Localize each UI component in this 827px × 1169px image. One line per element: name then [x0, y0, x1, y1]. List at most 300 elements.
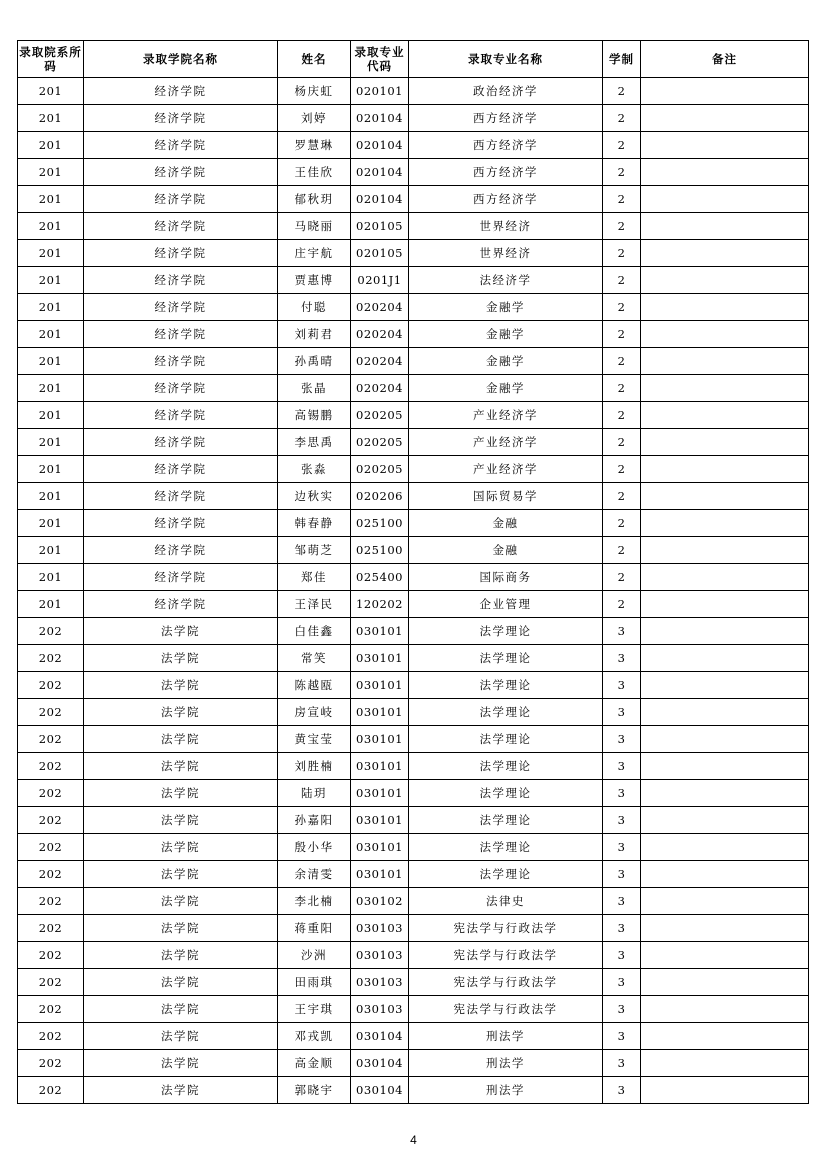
cell-major-code: 020101	[351, 78, 409, 105]
cell-major-name: 产业经济学	[409, 429, 603, 456]
table-row	[18, 564, 809, 591]
cell-duration: 3	[603, 942, 641, 969]
table-row	[18, 159, 809, 186]
cell-major-code: 025100	[351, 510, 409, 537]
cell-dept-code: 201	[18, 294, 84, 321]
cell-dept-code: 201	[18, 186, 84, 213]
cell-dept-code: 201	[18, 564, 84, 591]
cell-major-name: 金融学	[409, 348, 603, 375]
table-row	[18, 402, 809, 429]
cell-duration: 3	[603, 618, 641, 645]
cell-remark	[641, 78, 809, 105]
cell-major-code: 020204	[351, 294, 409, 321]
cell-college-name: 经济学院	[84, 537, 278, 564]
cell-college-name: 法学院	[84, 888, 278, 915]
cell-college-name: 经济学院	[84, 402, 278, 429]
cell-remark	[641, 726, 809, 753]
cell-major-name: 法学理论	[409, 726, 603, 753]
header-name: 姓名	[278, 41, 351, 78]
cell-college-name: 经济学院	[84, 213, 278, 240]
cell-dept-code: 201	[18, 213, 84, 240]
cell-major-code: 020105	[351, 213, 409, 240]
cell-duration: 3	[603, 753, 641, 780]
cell-student-name: 蒋重阳	[278, 915, 351, 942]
cell-student-name: 王泽民	[278, 591, 351, 618]
cell-major-name: 法学理论	[409, 672, 603, 699]
cell-duration: 2	[603, 186, 641, 213]
cell-remark	[641, 861, 809, 888]
table-row	[18, 726, 809, 753]
cell-dept-code: 201	[18, 78, 84, 105]
cell-major-name: 法学理论	[409, 780, 603, 807]
table-row	[18, 780, 809, 807]
cell-college-name: 经济学院	[84, 78, 278, 105]
table-row	[18, 267, 809, 294]
cell-student-name: 贾惠博	[278, 267, 351, 294]
cell-college-name: 经济学院	[84, 186, 278, 213]
cell-duration: 3	[603, 807, 641, 834]
cell-college-name: 经济学院	[84, 294, 278, 321]
cell-dept-code: 201	[18, 483, 84, 510]
cell-major-name: 金融学	[409, 321, 603, 348]
cell-student-name: 张晶	[278, 375, 351, 402]
cell-major-name: 宪法学与行政法学	[409, 942, 603, 969]
table-row	[18, 375, 809, 402]
cell-major-name: 世界经济	[409, 240, 603, 267]
cell-college-name: 经济学院	[84, 240, 278, 267]
cell-dept-code: 201	[18, 240, 84, 267]
cell-student-name: 殷小华	[278, 834, 351, 861]
table-row	[18, 969, 809, 996]
cell-major-name: 法学理论	[409, 618, 603, 645]
cell-dept-code: 201	[18, 267, 84, 294]
header-row	[18, 41, 809, 78]
cell-major-code: 030103	[351, 915, 409, 942]
cell-duration: 2	[603, 240, 641, 267]
cell-student-name: 马晓丽	[278, 213, 351, 240]
table-row	[18, 105, 809, 132]
cell-college-name: 法学院	[84, 1023, 278, 1050]
cell-dept-code: 201	[18, 429, 84, 456]
table-row	[18, 348, 809, 375]
cell-remark	[641, 294, 809, 321]
cell-major-code: 020205	[351, 456, 409, 483]
cell-college-name: 经济学院	[84, 267, 278, 294]
cell-remark	[641, 402, 809, 429]
cell-major-code: 020104	[351, 159, 409, 186]
cell-dept-code: 202	[18, 1077, 84, 1104]
table-row	[18, 591, 809, 618]
cell-remark	[641, 834, 809, 861]
table-row	[18, 618, 809, 645]
cell-major-code: 030101	[351, 753, 409, 780]
cell-duration: 2	[603, 510, 641, 537]
cell-dept-code: 201	[18, 321, 84, 348]
cell-remark	[641, 942, 809, 969]
cell-major-code: 020205	[351, 429, 409, 456]
cell-major-name: 西方经济学	[409, 159, 603, 186]
cell-major-code: 020204	[351, 375, 409, 402]
cell-major-code: 030104	[351, 1023, 409, 1050]
cell-duration: 3	[603, 645, 641, 672]
cell-student-name: 陈越瓯	[278, 672, 351, 699]
cell-college-name: 法学院	[84, 672, 278, 699]
table-row	[18, 186, 809, 213]
cell-remark	[641, 132, 809, 159]
cell-major-name: 金融	[409, 537, 603, 564]
cell-college-name: 法学院	[84, 780, 278, 807]
cell-dept-code: 202	[18, 996, 84, 1023]
cell-dept-code: 202	[18, 834, 84, 861]
cell-remark	[641, 375, 809, 402]
cell-major-name: 法经济学	[409, 267, 603, 294]
cell-remark	[641, 483, 809, 510]
cell-duration: 3	[603, 672, 641, 699]
cell-remark	[641, 267, 809, 294]
cell-remark	[641, 213, 809, 240]
cell-remark	[641, 348, 809, 375]
header-dept-code: 录取院系所码	[18, 41, 84, 78]
cell-duration: 2	[603, 348, 641, 375]
cell-duration: 3	[603, 888, 641, 915]
table-row	[18, 672, 809, 699]
cell-college-name: 法学院	[84, 834, 278, 861]
cell-major-code: 030103	[351, 969, 409, 996]
cell-remark	[641, 780, 809, 807]
cell-student-name: 边秋实	[278, 483, 351, 510]
cell-duration: 3	[603, 780, 641, 807]
cell-major-code: 020205	[351, 402, 409, 429]
cell-college-name: 法学院	[84, 861, 278, 888]
cell-major-name: 国际商务	[409, 564, 603, 591]
table-row	[18, 537, 809, 564]
cell-remark	[641, 591, 809, 618]
cell-major-code: 030103	[351, 942, 409, 969]
cell-major-name: 金融学	[409, 375, 603, 402]
cell-college-name: 经济学院	[84, 132, 278, 159]
cell-major-code: 030102	[351, 888, 409, 915]
table-row	[18, 1050, 809, 1077]
cell-student-name: 田雨琪	[278, 969, 351, 996]
cell-major-name: 刑法学	[409, 1023, 603, 1050]
cell-dept-code: 201	[18, 132, 84, 159]
header-major-name: 录取专业名称	[409, 41, 603, 78]
cell-student-name: 郁秋玥	[278, 186, 351, 213]
cell-college-name: 经济学院	[84, 483, 278, 510]
cell-student-name: 白佳鑫	[278, 618, 351, 645]
cell-dept-code: 201	[18, 510, 84, 537]
cell-major-code: 020204	[351, 348, 409, 375]
cell-major-code: 030101	[351, 618, 409, 645]
table-row	[18, 915, 809, 942]
cell-college-name: 经济学院	[84, 105, 278, 132]
cell-remark	[641, 321, 809, 348]
cell-college-name: 经济学院	[84, 591, 278, 618]
cell-remark	[641, 672, 809, 699]
cell-college-name: 法学院	[84, 807, 278, 834]
table-row	[18, 483, 809, 510]
cell-dept-code: 202	[18, 942, 84, 969]
cell-major-code: 030104	[351, 1077, 409, 1104]
cell-major-name: 企业管理	[409, 591, 603, 618]
cell-major-code: 030104	[351, 1050, 409, 1077]
table-body	[18, 78, 809, 1104]
cell-college-name: 法学院	[84, 1077, 278, 1104]
cell-duration: 3	[603, 834, 641, 861]
table-row	[18, 456, 809, 483]
cell-dept-code: 202	[18, 672, 84, 699]
cell-student-name: 黄宝莹	[278, 726, 351, 753]
cell-student-name: 沙洲	[278, 942, 351, 969]
cell-major-name: 刑法学	[409, 1050, 603, 1077]
table-row	[18, 321, 809, 348]
cell-dept-code: 201	[18, 375, 84, 402]
cell-student-name: 杨庆虹	[278, 78, 351, 105]
cell-student-name: 常笑	[278, 645, 351, 672]
table-row	[18, 132, 809, 159]
cell-student-name: 孙禹晴	[278, 348, 351, 375]
cell-remark	[641, 186, 809, 213]
cell-duration: 2	[603, 564, 641, 591]
cell-dept-code: 202	[18, 618, 84, 645]
cell-student-name: 罗慧琳	[278, 132, 351, 159]
cell-major-code: 030101	[351, 726, 409, 753]
cell-duration: 2	[603, 483, 641, 510]
cell-dept-code: 201	[18, 159, 84, 186]
cell-student-name: 郑佳	[278, 564, 351, 591]
cell-student-name: 陆玥	[278, 780, 351, 807]
cell-remark	[641, 645, 809, 672]
cell-student-name: 刘莉君	[278, 321, 351, 348]
cell-dept-code: 202	[18, 780, 84, 807]
cell-major-code: 120202	[351, 591, 409, 618]
cell-major-name: 法学理论	[409, 645, 603, 672]
cell-major-code: 030101	[351, 834, 409, 861]
cell-duration: 2	[603, 132, 641, 159]
cell-student-name: 韩春静	[278, 510, 351, 537]
cell-student-name: 刘婷	[278, 105, 351, 132]
cell-college-name: 法学院	[84, 1050, 278, 1077]
cell-duration: 3	[603, 1077, 641, 1104]
cell-college-name: 经济学院	[84, 159, 278, 186]
cell-duration: 2	[603, 429, 641, 456]
cell-dept-code: 202	[18, 753, 84, 780]
cell-college-name: 经济学院	[84, 348, 278, 375]
cell-major-name: 法学理论	[409, 861, 603, 888]
cell-college-name: 法学院	[84, 915, 278, 942]
cell-major-name: 法学理论	[409, 834, 603, 861]
cell-student-name: 房宣岐	[278, 699, 351, 726]
cell-college-name: 经济学院	[84, 456, 278, 483]
cell-dept-code: 201	[18, 537, 84, 564]
cell-dept-code: 202	[18, 726, 84, 753]
cell-college-name: 经济学院	[84, 564, 278, 591]
cell-major-code: 020104	[351, 186, 409, 213]
cell-major-code: 020206	[351, 483, 409, 510]
table-row	[18, 834, 809, 861]
cell-major-code: 020105	[351, 240, 409, 267]
cell-remark	[641, 969, 809, 996]
table-row	[18, 996, 809, 1023]
cell-major-name: 西方经济学	[409, 132, 603, 159]
cell-college-name: 法学院	[84, 753, 278, 780]
cell-college-name: 经济学院	[84, 375, 278, 402]
table-row	[18, 753, 809, 780]
cell-major-code: 030103	[351, 996, 409, 1023]
cell-student-name: 张淼	[278, 456, 351, 483]
header-duration: 学制	[603, 41, 641, 78]
header-major-code: 录取专业代码	[351, 41, 409, 78]
table-row	[18, 213, 809, 240]
cell-remark	[641, 456, 809, 483]
cell-college-name: 经济学院	[84, 429, 278, 456]
cell-remark	[641, 510, 809, 537]
cell-dept-code: 201	[18, 456, 84, 483]
cell-dept-code: 202	[18, 969, 84, 996]
cell-duration: 2	[603, 159, 641, 186]
cell-duration: 2	[603, 267, 641, 294]
cell-remark	[641, 699, 809, 726]
cell-duration: 3	[603, 861, 641, 888]
cell-major-name: 宪法学与行政法学	[409, 915, 603, 942]
cell-dept-code: 202	[18, 1023, 84, 1050]
cell-dept-code: 202	[18, 645, 84, 672]
cell-major-name: 法学理论	[409, 807, 603, 834]
cell-dept-code: 202	[18, 1050, 84, 1077]
cell-college-name: 经济学院	[84, 321, 278, 348]
cell-college-name: 法学院	[84, 996, 278, 1023]
cell-student-name: 邓戎凯	[278, 1023, 351, 1050]
cell-duration: 2	[603, 213, 641, 240]
cell-duration: 2	[603, 375, 641, 402]
table-row	[18, 78, 809, 105]
table-row	[18, 861, 809, 888]
cell-major-code: 030101	[351, 699, 409, 726]
cell-remark	[641, 888, 809, 915]
cell-major-code: 030101	[351, 645, 409, 672]
cell-remark	[641, 429, 809, 456]
cell-major-code: 030101	[351, 861, 409, 888]
cell-remark	[641, 915, 809, 942]
cell-college-name: 经济学院	[84, 510, 278, 537]
cell-student-name: 王佳欣	[278, 159, 351, 186]
cell-remark	[641, 618, 809, 645]
cell-duration: 2	[603, 294, 641, 321]
cell-dept-code: 202	[18, 915, 84, 942]
cell-duration: 2	[603, 402, 641, 429]
table-row	[18, 240, 809, 267]
cell-dept-code: 201	[18, 591, 84, 618]
table-row	[18, 510, 809, 537]
table-row	[18, 888, 809, 915]
table-row	[18, 429, 809, 456]
cell-dept-code: 201	[18, 105, 84, 132]
cell-major-code: 020204	[351, 321, 409, 348]
cell-student-name: 邹萌芝	[278, 537, 351, 564]
page-number: 4	[410, 1133, 417, 1147]
cell-college-name: 法学院	[84, 969, 278, 996]
cell-major-code: 030101	[351, 780, 409, 807]
table-row	[18, 1023, 809, 1050]
cell-college-name: 法学院	[84, 618, 278, 645]
cell-college-name: 法学院	[84, 942, 278, 969]
cell-student-name: 孙嘉阳	[278, 807, 351, 834]
cell-remark	[641, 1050, 809, 1077]
cell-duration: 3	[603, 915, 641, 942]
cell-remark	[641, 1077, 809, 1104]
table-row	[18, 942, 809, 969]
cell-remark	[641, 996, 809, 1023]
header-college-name: 录取学院名称	[84, 41, 278, 78]
cell-remark	[641, 807, 809, 834]
cell-duration: 2	[603, 321, 641, 348]
table-row	[18, 294, 809, 321]
cell-student-name: 李思禹	[278, 429, 351, 456]
table-row	[18, 645, 809, 672]
cell-duration: 3	[603, 996, 641, 1023]
cell-student-name: 高锡鹏	[278, 402, 351, 429]
cell-major-code: 020104	[351, 105, 409, 132]
cell-major-name: 金融学	[409, 294, 603, 321]
cell-duration: 3	[603, 726, 641, 753]
cell-remark	[641, 753, 809, 780]
cell-duration: 3	[603, 1050, 641, 1077]
cell-duration: 2	[603, 456, 641, 483]
cell-dept-code: 201	[18, 348, 84, 375]
cell-major-name: 宪法学与行政法学	[409, 996, 603, 1023]
cell-remark	[641, 240, 809, 267]
cell-major-name: 刑法学	[409, 1077, 603, 1104]
cell-student-name: 王宇琪	[278, 996, 351, 1023]
header-remark: 备注	[641, 41, 809, 78]
table-row	[18, 807, 809, 834]
cell-major-code: 030101	[351, 672, 409, 699]
table-header	[18, 41, 809, 78]
cell-major-code: 020104	[351, 132, 409, 159]
cell-major-name: 政治经济学	[409, 78, 603, 105]
cell-major-name: 法学理论	[409, 753, 603, 780]
cell-student-name: 刘胜楠	[278, 753, 351, 780]
cell-student-name: 付聪	[278, 294, 351, 321]
cell-remark	[641, 159, 809, 186]
cell-major-name: 国际贸易学	[409, 483, 603, 510]
cell-major-code: 030101	[351, 807, 409, 834]
cell-major-name: 法学理论	[409, 699, 603, 726]
cell-major-name: 产业经济学	[409, 456, 603, 483]
table-row	[18, 1077, 809, 1104]
cell-dept-code: 202	[18, 861, 84, 888]
cell-remark	[641, 105, 809, 132]
cell-major-name: 产业经济学	[409, 402, 603, 429]
table-row	[18, 699, 809, 726]
cell-dept-code: 202	[18, 807, 84, 834]
cell-student-name: 高金顺	[278, 1050, 351, 1077]
cell-major-code: 025100	[351, 537, 409, 564]
cell-dept-code: 202	[18, 699, 84, 726]
cell-dept-code: 201	[18, 402, 84, 429]
cell-remark	[641, 564, 809, 591]
cell-major-name: 西方经济学	[409, 105, 603, 132]
cell-student-name: 郭晓宇	[278, 1077, 351, 1104]
cell-dept-code: 202	[18, 888, 84, 915]
cell-student-name: 庄宇航	[278, 240, 351, 267]
cell-duration: 3	[603, 699, 641, 726]
cell-major-name: 法律史	[409, 888, 603, 915]
cell-major-name: 世界经济	[409, 213, 603, 240]
cell-duration: 3	[603, 969, 641, 996]
cell-duration: 2	[603, 537, 641, 564]
cell-remark	[641, 537, 809, 564]
